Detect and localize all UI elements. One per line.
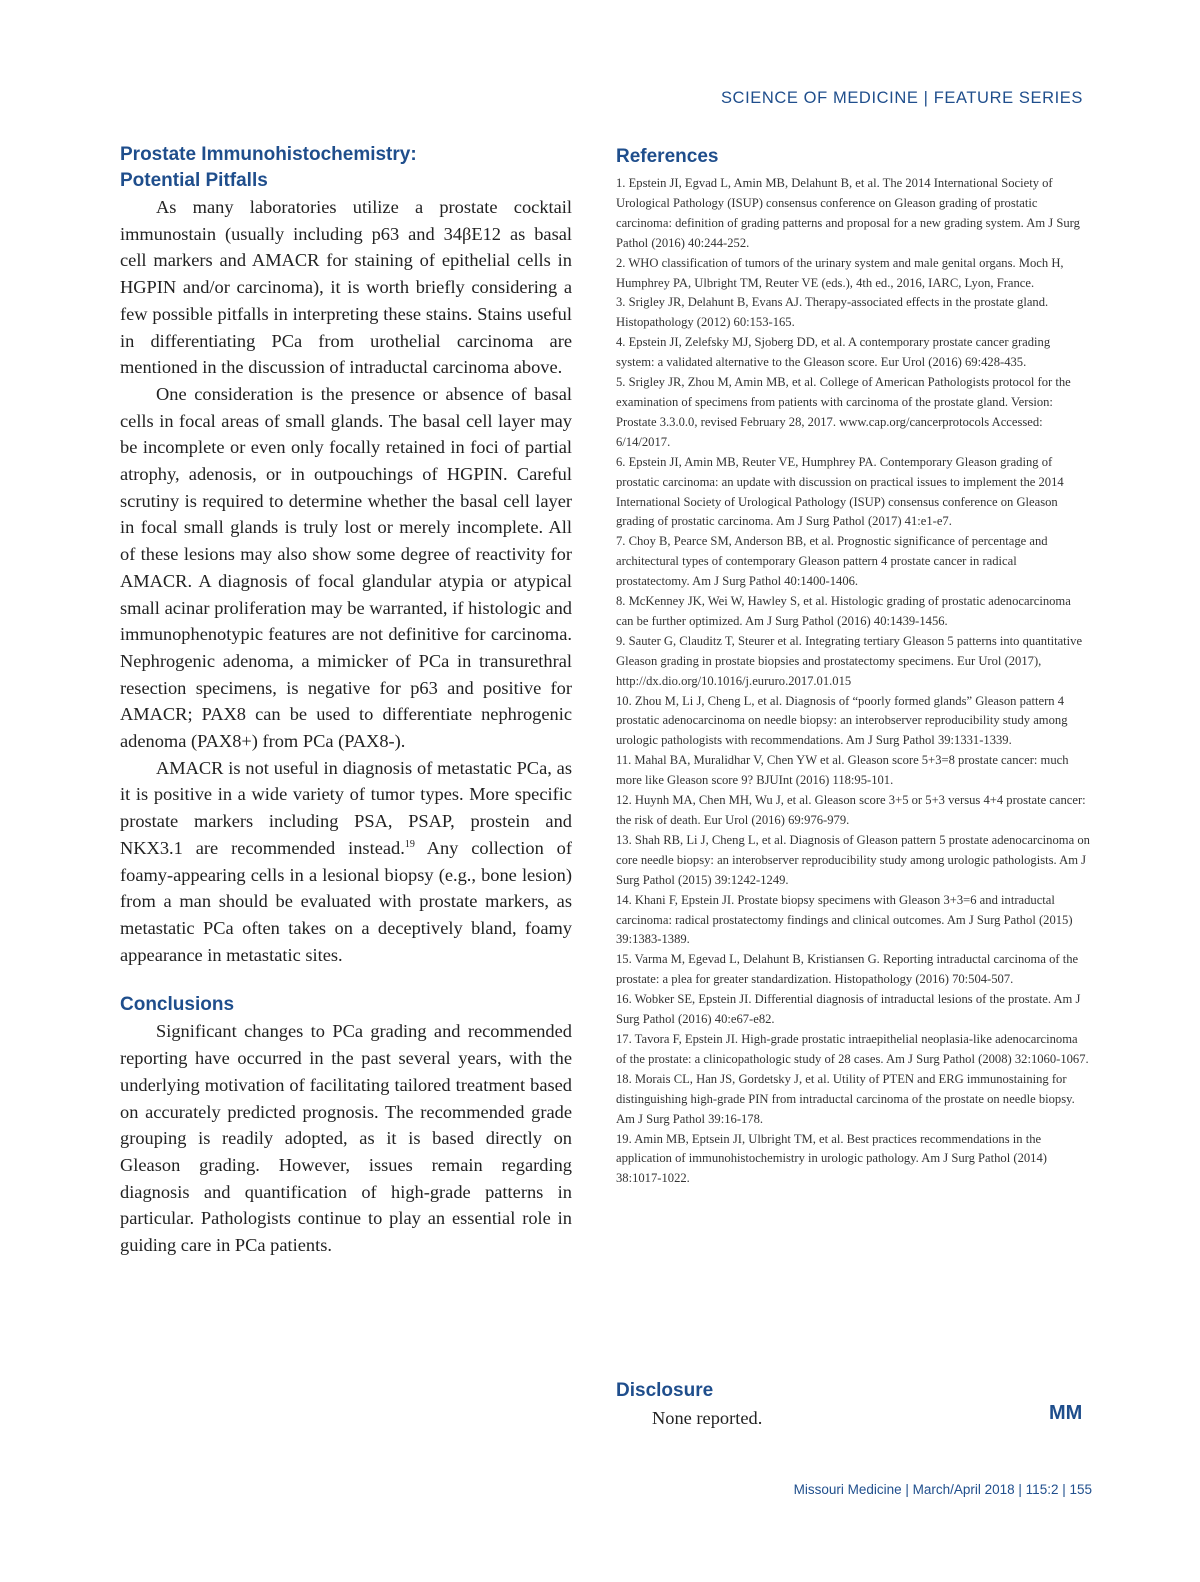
reference-item: 15. Varma M, Egevad L, Delahunt B, Kristiansen G. Reporting intraductal carcinoma of the prostate: a plea for greater standardization. Histopathology (2016) 70:504-507. bbox=[616, 952, 1079, 987]
reference-item: 12. Huynh MA, Chen MH, Wu J, et al. Gleason score 3+5 or 5+3 versus 4+4 prostate cancer: the risk of death. Eur Urol (2016) 69:976-979. bbox=[616, 793, 1086, 827]
citation-superscript: 19 bbox=[404, 838, 415, 850]
amacr-paragraph bbox=[120, 755, 572, 969]
page-footer: Missouri Medicine | March/April 2018 | 115:2 | 155 bbox=[793, 1482, 1092, 1497]
pitfalls-heading bbox=[120, 142, 572, 194]
reference-item: 7. Choy B, Pearce SM, Anderson BB, et al. Prognostic significance of percentage and architectural types of contemporary Gleason pattern 4 prostate cancer in radical prostatectomy. Am J Surg Pathol 40:1400-1406. bbox=[616, 534, 1048, 589]
reference-item: 13. Shah RB, Li J, Cheng L, et al. Diagnosis of Gleason pattern 5 prostate adenocarcinoma on core needle biopsy: an interobserver reproducibility study among urologic pathologists. Am J Surg Pathol (2015) 39:1242-1249. bbox=[616, 832, 1090, 887]
disclosure-section bbox=[616, 1378, 1090, 1431]
reference-item: 16. Wobker SE, Epstein JI. Differential diagnosis of intraductal lesions of the prostate. Am J Surg Pathol (2016) 40:e67-e82. bbox=[616, 992, 1081, 1027]
reference-item: 10. Zhou M, Li J, Cheng L, et al. Diagnosis of “poorly formed glands” Gleason pattern 4 prostatic adenocarcinoma on needle biopsy: an interobserver reproducibility study among urologic pathologists with recommendations. Am J Surg Pathol 39:1331-1339. bbox=[616, 693, 1068, 748]
pitfalls-heading-line2: Potential Pitfalls bbox=[120, 170, 268, 191]
reference-item: 11. Mahal BA, Muralidhar V, Chen YW et al. Gleason score 5+3=8 prostate cancer: much more like Gleason score 9? BJUInt (2016) 118:95-101. bbox=[616, 753, 1069, 788]
reference-item: 17. Tavora F, Epstein JI. High-grade prostatic intraepithelial neoplasia-like adenocarcinoma of the prostate: a clinicopathologic study of 28 cases. Am J Surg Pathol (2008) 32:1060-1067. bbox=[616, 1031, 1089, 1066]
reference-item: 8. McKenney JK, Wei W, Hawley S, et al. Histologic grading of prostatic adenocarcinoma can be further optimized. Am J Surg Pathol (2016) 40:1439-1456. bbox=[616, 594, 1071, 628]
conclusions-paragraph: Significant changes to PCa grading and recommended reporting have occurred in the past several years, with the underlying motivation of facilitating tailored treatment based on accurately predicted prognosis. The recommended grade grouping is readily adopted, as it is based directly on Gleason grading. However, issues remain regarding diagnosis and quantification of high-grade patterns in particular. Pathologists continue to play an essential role in guiding care in PCa patients. bbox=[120, 1021, 572, 1256]
references-heading: References bbox=[616, 146, 719, 167]
conclusions-heading: Conclusions bbox=[120, 994, 235, 1016]
reference-item: 14. Khani F, Epstein JI. Prostate biopsy specimens with Gleason 3+3=6 and intraductal carcinoma: radical prostatectomy findings and clinical outcomes. Am J Surg Pathol (2015) 39:1383-1389. bbox=[616, 892, 1073, 947]
amacr-text-part1: AMACR is not useful in diagnosis of metastatic PCa, as it is positive in a wide variety of tumor types. More specific prostate markers including PSA, PSAP, prostein and NKX3.1 are recommended instead. bbox=[120, 757, 572, 858]
reference-item: 2. WHO classification of tumors of the urinary system and male genital organs. Moch H, Humphrey PA, Ulbright TM, Reuter VE (eds.), 4th ed., 2016, IARC, Lyon, France. bbox=[616, 255, 1064, 290]
references-list bbox=[616, 174, 1090, 1189]
reference-item: 19. Amin MB, Eptsein JI, Ulbright TM, et al. Best practices recommendations in the application of immunohistochemistry in urologic pathology. Am J Surg Pathol (2014) 38:1017-1022. bbox=[616, 1131, 1047, 1186]
disclosure-text: None reported. bbox=[652, 1408, 763, 1428]
reference-item: 1. Epstein JI, Egvad L, Amin MB, Delahunt B, et al. The 2014 International Society of Urological Pathology (ISUP) consensus conference on Gleason grading of prostatic carcinoma: definition of grading patterns and proposal for a new grading system. Am J Surg Pathol (2016) 40:244-252. bbox=[616, 176, 1080, 250]
pitfalls-heading-line1: Prostate Immunohistochemistry: bbox=[120, 144, 417, 165]
amacr-text-part2: Any collection of foamy-appearing cells in a lesional biopsy (e.g., bone lesion) from a man should be evaluated with prostate markers, as metastatic PCa often takes on a deceptively bland, foamy appearance in metastatic sites. bbox=[120, 837, 572, 965]
reference-item: 3. Srigley JR, Delahunt B, Evans AJ. Therapy-associated effects in the prostate gland. Histopathology (2012) 60:153-165. bbox=[616, 295, 1049, 330]
reference-item: 5. Srigley JR, Zhou M, Amin MB, et al. College of American Pathologists protocol for the examination of specimens from patients with carcinoma of the prostate gland. Version: Prostate 3.3.0.0, revised February 28, 2017. www.cap.org/cancerprotocols Accessed: 6/14/2017. bbox=[616, 375, 1071, 449]
disclosure-heading: Disclosure bbox=[616, 1380, 714, 1401]
reference-item: 4. Epstein JI, Zelefsky MJ, Sjoberg DD, et al. A contemporary prostate cancer grading system: a validated alternative to the Gleason score. Eur Urol (2016) 69:428-435. bbox=[616, 335, 1051, 370]
reference-item: 9. Sauter G, Clauditz T, Steurer et al. Integrating tertiary Gleason 5 patterns into quantitative Gleason grading in prostate biopsies and prostatectomy specimens. Eur Urol (2017), http://dx.dio.org/10.1016/j.eururo.2017.01.015 bbox=[616, 633, 1083, 688]
right-column bbox=[616, 144, 1090, 1189]
mm-end-logo: MM bbox=[1049, 1402, 1083, 1424]
reference-item: 18. Morais CL, Han JS, Gordetsky J, et al. Utility of PTEN and ERG immunostaining for distinguishing high-grade PIN from intraductal carcinoma of the prostate on needle biopsy. Am J Surg Pathol 39:16-178. bbox=[616, 1071, 1075, 1126]
pitfalls-paragraph-1: As many laboratories utilize a prostate cocktail immunostain (usually including p63 and 34βE12 as basal cell markers and AMACR for staining of epithelial cells in HGPIN and/or carcinoma), it is worth briefly considering a few possible pitfalls in interpreting these stains. Stains useful in differentiating PCa from urothelial carcinoma are mentioned in the discussion of intraductal carcinoma above. bbox=[120, 197, 572, 378]
running-header: SCIENCE OF MEDICINE | FEATURE SERIES bbox=[720, 89, 1083, 107]
pitfalls-paragraph-2: One consideration is the presence or absence of basal cells in focal areas of small glands. The basal cell layer may be incomplete or even only focally retained in foci of partial atrophy, adenosis, or in outpouchings of HGPIN. Careful scrutiny is required to determine whether the basal cell layer in focal small glands is truly lost or merely incomplete. All of these lesions may also show some degree of reactivity for AMACR. A diagnosis of focal glandular atypia or atypical small acinar proliferation may be warranted, if histologic and immunophenotypic features are not definitive for carcinoma. Nephrogenic adenoma, a mimicker of PCa in transurethral resection specimens, is negative for p63 and positive for AMACR; PAX8 can be used to differentiate nephrogenic adenoma (PAX8+) from PCa (PAX8-). bbox=[120, 383, 572, 752]
reference-item: 6. Epstein JI, Amin MB, Reuter VE, Humphrey PA. Contemporary Gleason grading of prostatic carcinoma: an update with discussion on practical issues to implement the 2014 International Society of Urological Pathology (ISUP) consensus conference on Gleason grading of prostatic carcinoma. Am J Surg Pathol (2017) 41:e1-e7. bbox=[616, 454, 1064, 529]
left-column bbox=[120, 142, 572, 1259]
